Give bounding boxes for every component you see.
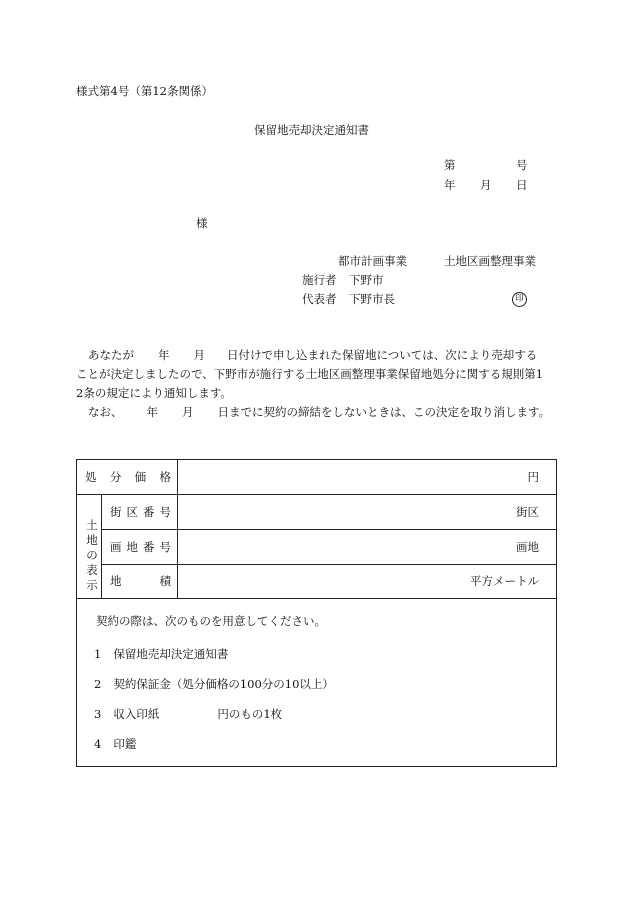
lot-number-label-char: 地 [126, 540, 138, 554]
table-divider [177, 460, 178, 598]
table-divider [101, 564, 556, 565]
addressee-honorific: 様 [196, 216, 208, 230]
table-divider [101, 494, 102, 598]
body-line-2: ことが決定しましたので、下野市が施行する土地区画整理事業保留地処分に関する規則第1 [76, 367, 544, 381]
doc-number-suffix: 号 [516, 158, 528, 172]
lot-number-label-char: 画 [110, 540, 122, 554]
block-number-label-char: 街 [110, 505, 122, 519]
document-title: 保留地売却決定通知書 [254, 123, 369, 137]
note-item: 1 保留地売却決定通知書 [94, 647, 229, 661]
lot-number-label [110, 542, 171, 554]
body-line-4: なお、 年 月 日までに契約の締結をしないときは、この決定を取り消します。 [88, 405, 551, 419]
project-left: 都市計画事業 [338, 254, 407, 268]
note-item: 2 契約保証金（処分価格の100分の10以上） [94, 677, 334, 691]
representative-label: 代表者 [302, 292, 337, 306]
block-number-label-char: 号 [159, 505, 171, 519]
price-label-char: 分 [109, 470, 122, 484]
block-number-label-char: 番 [143, 505, 155, 519]
project-right: 土地区画整理事業 [444, 254, 536, 268]
table-divider [101, 529, 556, 530]
price-unit: 円 [527, 470, 539, 484]
land-group-label-char: 地 [86, 533, 98, 547]
body-line-1: あなたが 年 月 日付けで申し込まれた保留地については、次により売却する [88, 348, 538, 362]
date-month: 月 [480, 178, 492, 192]
price-label [85, 472, 171, 484]
price-label-char: 格 [159, 470, 171, 484]
land-group-label-char: 表 [86, 563, 98, 577]
block-number-label-char: 区 [126, 505, 138, 519]
land-group-label-char: 示 [86, 578, 98, 592]
area-label-char: 積 [159, 574, 171, 588]
note-item: 4 印鑑 [94, 737, 137, 751]
table-divider [77, 494, 556, 495]
area-label-char: 地 [110, 574, 122, 588]
body-paragraph-1 [76, 346, 566, 403]
note-item: 3 収入印紙 円のもの1枚 [94, 707, 283, 721]
doc-number-prefix: 第 [444, 158, 456, 172]
seal-icon: 印 [512, 292, 527, 307]
lot-unit: 画地 [516, 540, 539, 554]
body-paragraph-2 [76, 403, 566, 422]
land-group-label-char: の [86, 548, 98, 562]
representative-value: 下野市長 [349, 292, 395, 306]
block-number-label [110, 507, 171, 519]
notes-intro: 契約の際は、次のものを用意してください。 [96, 614, 326, 628]
body-line-3: 2条の規定により通知します。 [76, 386, 232, 400]
executor-label: 施行者 [302, 273, 337, 287]
seal-mark [512, 292, 527, 307]
date-day: 日 [516, 178, 528, 192]
area-unit: 平方メートル [470, 574, 539, 588]
land-group-label [85, 518, 99, 593]
price-label-char: 処 [85, 470, 97, 484]
area-label [110, 576, 171, 588]
land-group-label-char: 土 [86, 518, 98, 532]
price-label-char: 価 [134, 470, 147, 484]
sale-details-table [76, 459, 557, 767]
date-year: 年 [444, 178, 456, 192]
lot-number-label-char: 号 [159, 540, 171, 554]
form-number: 様式第4号（第12条関係） [76, 84, 213, 98]
lot-number-label-char: 番 [143, 540, 155, 554]
executor-value: 下野市 [349, 273, 384, 287]
block-unit: 街区 [516, 505, 539, 519]
table-divider [77, 598, 556, 599]
